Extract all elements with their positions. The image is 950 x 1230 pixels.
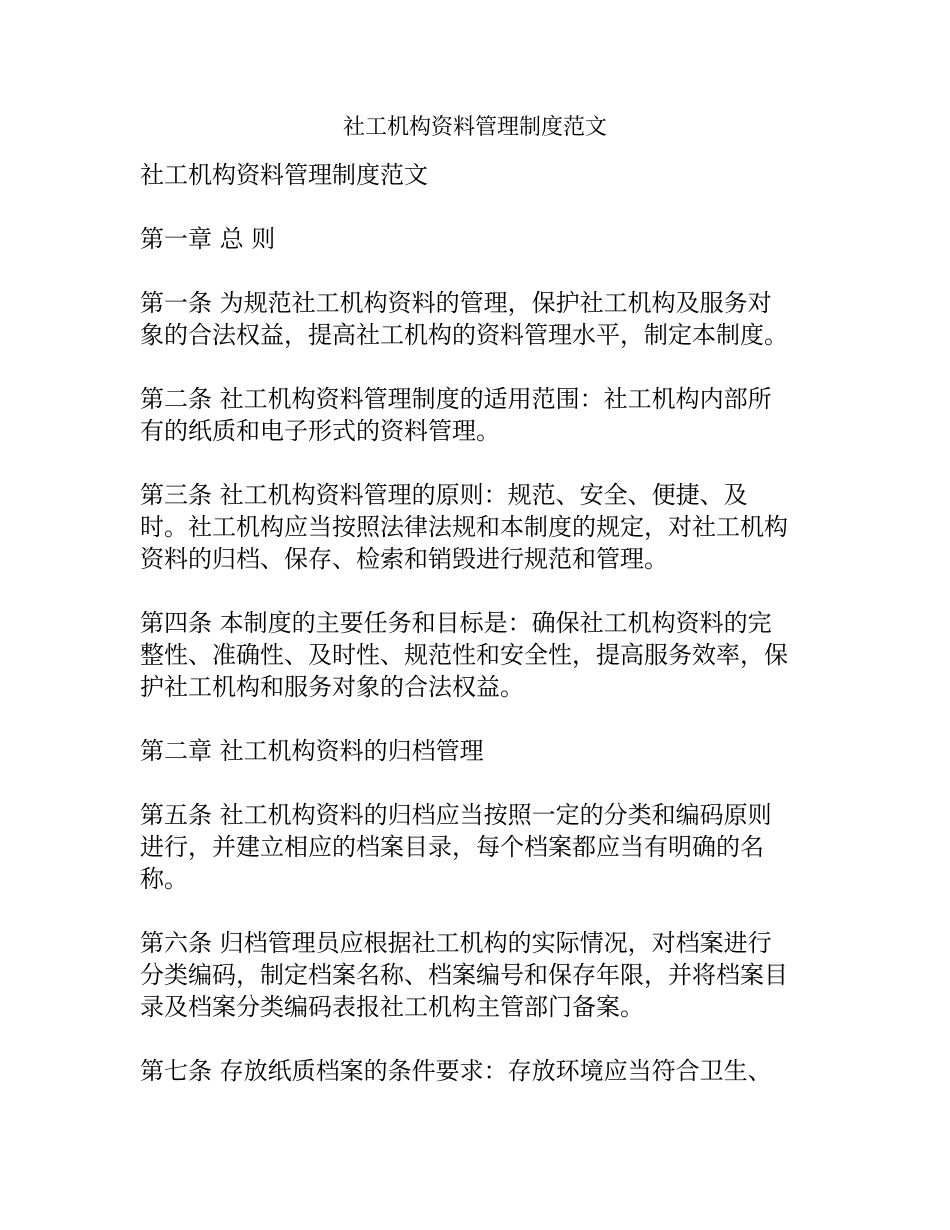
text-line: 整性、准确性、及时性、规范性和安全性，提高服务效率，保 <box>140 641 788 669</box>
text-line: 象的合法权益，提高社工机构的资料管理水平，制定本制度。 <box>140 321 788 349</box>
text-line: 第二条 社工机构资料管理制度的适用范围：社工机构内部所 <box>140 385 772 413</box>
paragraph <box>140 607 820 703</box>
paragraph <box>140 479 820 575</box>
text-line: 护社工机构和服务对象的合法权益。 <box>140 673 524 701</box>
paragraph <box>140 383 820 447</box>
text-line: 第六条 归档管理员应根据社工机构的实际情况，对档案进行 <box>140 929 772 957</box>
text-line: 第五条 社工机构资料的归档应当按照一定的分类和编码原则 <box>140 801 772 829</box>
paragraph <box>140 1055 820 1087</box>
text-line: 社工机构资料管理制度范文 <box>140 161 428 189</box>
document-body <box>140 159 820 1119</box>
text-line: 分类编码，制定档案名称、档案编号和保存年限，并将档案目 <box>140 961 788 989</box>
paragraph <box>140 223 820 255</box>
text-line: 有的纸质和电子形式的资料管理。 <box>140 417 500 445</box>
text-line: 第二章 社工机构资料的归档管理 <box>140 737 484 765</box>
paragraph <box>140 799 820 895</box>
text-line: 第四条 本制度的主要任务和目标是：确保社工机构资料的完 <box>140 609 772 637</box>
text-line: 第一章 总 则 <box>140 225 276 253</box>
text-line: 第一条 为规范社工机构资料的管理，保护社工机构及服务对 <box>140 289 772 317</box>
text-line: 称。 <box>140 865 188 893</box>
text-line: 录及档案分类编码表报社工机构主管部门备案。 <box>140 993 644 1021</box>
paragraph <box>140 927 820 1023</box>
paragraph <box>140 287 820 351</box>
text-line: 第三条 社工机构资料管理的原则：规范、安全、便捷、及 <box>140 481 748 509</box>
text-line: 时。社工机构应当按照法律法规和本制度的规定，对社工机构 <box>140 513 788 541</box>
text-line: 第七条 存放纸质档案的条件要求：存放环境应当符合卫生、 <box>140 1057 772 1085</box>
paragraph <box>140 735 820 767</box>
text-line: 进行，并建立相应的档案目录，每个档案都应当有明确的名 <box>140 833 764 861</box>
text-line: 资料的归档、保存、检索和销毁进行规范和管理。 <box>140 545 668 573</box>
paragraph <box>140 159 820 191</box>
document-title: 社工机构资料管理制度范文 <box>342 115 607 140</box>
